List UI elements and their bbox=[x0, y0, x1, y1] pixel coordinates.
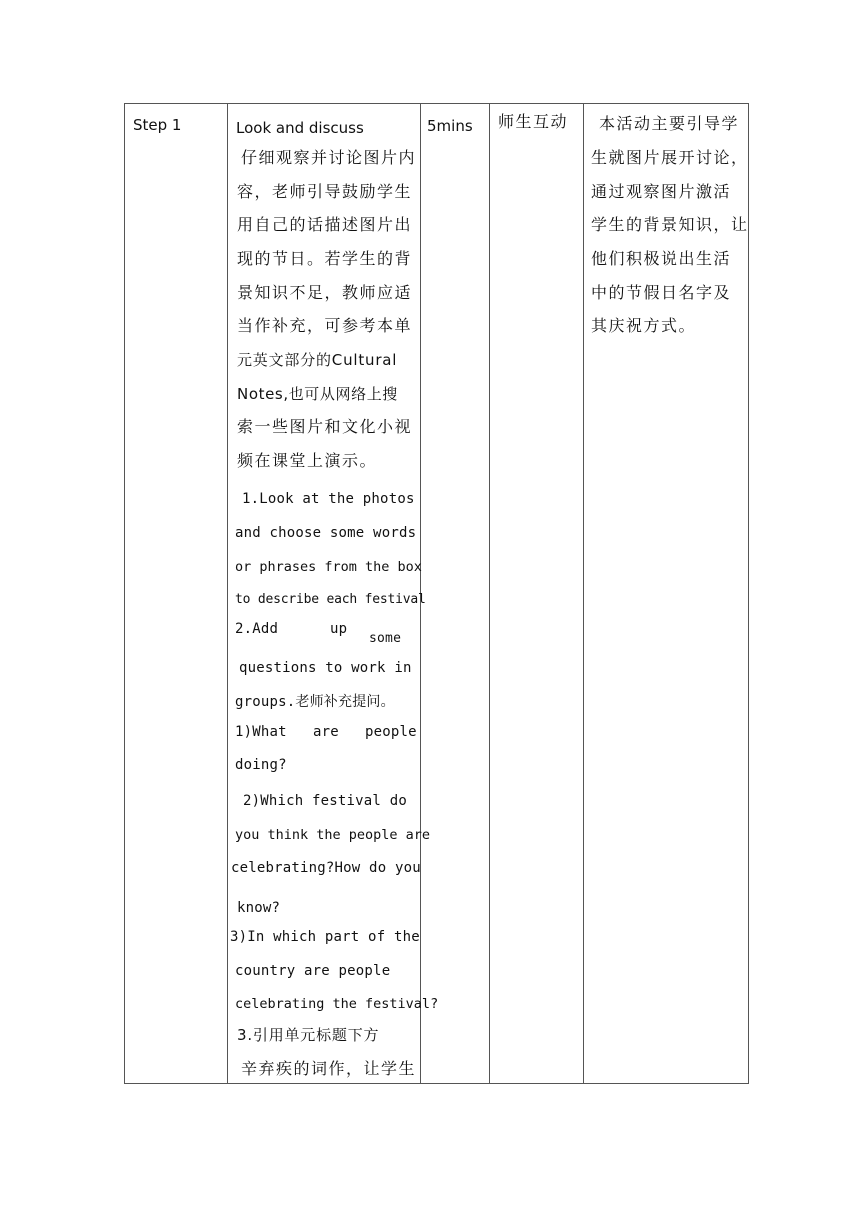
step-label: Step 1 bbox=[133, 116, 182, 134]
activity-paragraph-line: 索一些图片和文化小视 bbox=[237, 417, 413, 436]
lesson-plan-table bbox=[124, 103, 749, 1084]
q1-word: 1)What bbox=[235, 724, 287, 740]
purpose-line: 生就图片展开讨论， bbox=[591, 148, 749, 167]
task3-line: 3.引用单元标题下方 bbox=[237, 1026, 380, 1044]
activity-paragraph-line: 景知识不足，教师应适 bbox=[237, 283, 413, 302]
activity-paragraph-line: 频在课堂上演示。 bbox=[237, 451, 378, 470]
task1-line: to describe each festival bbox=[235, 592, 426, 607]
interaction-value: 师生互动 bbox=[498, 112, 569, 131]
step-column bbox=[125, 104, 227, 1083]
task2-word: up bbox=[330, 621, 348, 637]
q2-line: you think the people are bbox=[235, 827, 431, 843]
q1-line: doing? bbox=[235, 757, 287, 773]
purpose-column bbox=[583, 104, 748, 1083]
q3-line: celebrating the festival? bbox=[235, 996, 439, 1012]
task2-line: questions to work in bbox=[239, 660, 412, 676]
task1-line: and choose some words bbox=[235, 525, 417, 541]
task3-line: 辛弃疾的词作，让学生 bbox=[241, 1059, 417, 1078]
purpose-line: 他们积极说出生活 bbox=[591, 249, 732, 268]
activity-heading: Look and discuss bbox=[236, 119, 364, 137]
activity-paragraph-line: 元英文部分的Cultural bbox=[237, 351, 398, 369]
activity-paragraph-line: Notes,也可从网络上搜 bbox=[237, 385, 398, 403]
interaction-column bbox=[489, 104, 583, 1083]
q2-line: celebrating?How do you bbox=[231, 860, 421, 876]
activity-paragraph-line: 容，老师引导鼓励学生 bbox=[237, 182, 413, 201]
q2-line: 2)Which festival do bbox=[243, 793, 407, 809]
q3-line: 3)In which part of the bbox=[230, 929, 420, 945]
q3-line: country are people bbox=[235, 963, 391, 979]
task2-word: some bbox=[369, 631, 402, 646]
activity-column bbox=[227, 104, 439, 1083]
q1-word: are bbox=[313, 724, 339, 740]
time-value: 5mins bbox=[427, 117, 473, 135]
purpose-line: 通过观察图片激活 bbox=[591, 182, 732, 201]
activity-paragraph-line: 用自己的话描述图片出 bbox=[237, 215, 413, 234]
activity-paragraph-line: 现的节日。若学生的背 bbox=[237, 249, 413, 268]
purpose-line: 其庆祝方式。 bbox=[591, 316, 697, 335]
q2-line: know? bbox=[237, 900, 281, 916]
purpose-line: 学生的背景知识，让 bbox=[591, 215, 749, 234]
task1-line: or phrases from the box bbox=[235, 559, 422, 575]
q1-word: people bbox=[365, 724, 417, 740]
activity-paragraph-line: 仔细观察并讨论图片内 bbox=[241, 148, 417, 167]
task1-line: 1.Look at the photos bbox=[242, 491, 415, 507]
purpose-line: 中的节假日名字及 bbox=[591, 283, 732, 302]
task2-word: 2.Add bbox=[235, 621, 279, 637]
time-column bbox=[420, 104, 489, 1083]
activity-paragraph-line: 当作补充，可参考本单 bbox=[237, 316, 413, 335]
purpose-line: 本活动主要引导学 bbox=[599, 114, 740, 133]
task2-line: groups.老师补充提问。 bbox=[235, 694, 395, 710]
